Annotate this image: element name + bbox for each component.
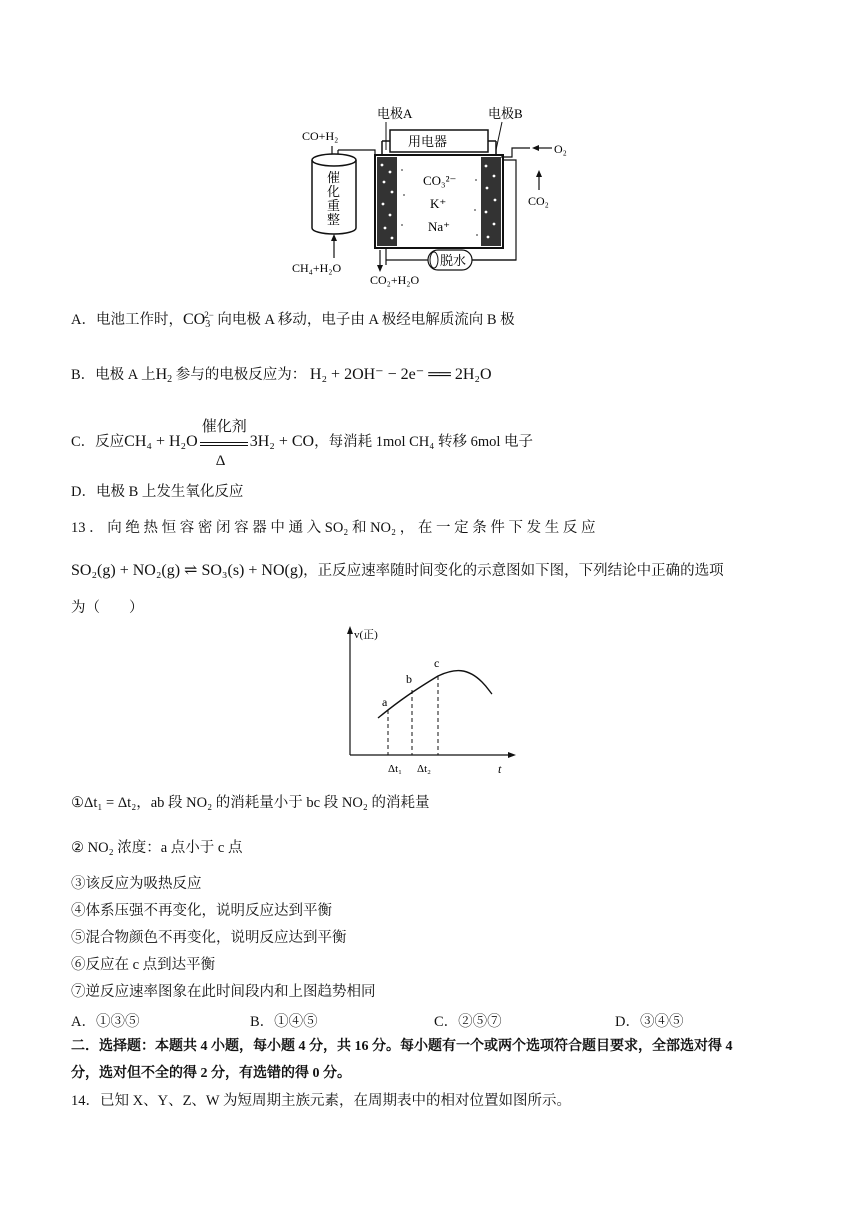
out-gas-label: CO₂+H₂O [370, 273, 420, 287]
rate-time-graph [320, 620, 520, 780]
q13-option-b: B．①④⑤ [250, 1014, 318, 1030]
dt1-label: Δt₁ [388, 763, 402, 775]
q13-line2-text: ，正反应速率随时间变化的示意图如下图，下列结论中正确的选项 [303, 563, 724, 579]
reformer-label: 催化重整 [327, 170, 341, 227]
point-b: b [406, 672, 412, 686]
q13-option-a: A．①③⑤ [71, 1014, 140, 1030]
section2-header-line2: 分，选对但不全的得 2 分，有选错的得 0 分。 [71, 1066, 351, 1081]
device-label: 用电器 [408, 134, 448, 149]
q13-statement-2: ② NO₂ 浓度：a 点小于 c 点 [71, 840, 243, 856]
q13-line1: 13 ． 向 绝 热 恒 容 密 闭 容 器 中 通 入 SO₂ 和 NO₂ ， 在 一 定 条 件 下 发 生 反 应 [71, 520, 596, 536]
q13-statement-1: ①Δt₁ = Δt₂，ab 段 NO₂ 的消耗量小于 bc 段 NO₂ 的消耗量 [71, 795, 430, 811]
q12-c-arrow [198, 418, 250, 469]
electrode-a-label: 电极A [377, 106, 413, 121]
q12-c-eq-right: 3H₂ + CO [249, 433, 315, 450]
q13-equation: SO₂(g) + NO₂(g) ⇌ SO₃(s) + NO(g) [71, 562, 304, 579]
dehydrate-label: 脱水 [440, 253, 467, 268]
fuel-cell-diagram [290, 100, 580, 290]
q12-a-ion: CO [182, 311, 206, 328]
q12-option-d: D．电极 B 上发生氧化反应 [71, 484, 244, 500]
rate-curve [378, 671, 492, 718]
q12-a-ion-sup: 2− [204, 310, 214, 320]
electrode-b-label: 电极B [488, 106, 523, 121]
feed-label: CH₄+H₂O [292, 261, 342, 275]
q13-statement-3: ③该反应为吸热反应 [71, 876, 202, 892]
q13-statement-7: ⑦逆反应速率图象在此时间段内和上图趋势相同 [71, 984, 376, 1000]
q13-option-c: C．②⑤⑦ [434, 1014, 502, 1030]
electrode-a [377, 157, 397, 246]
q12-c-eq-left: CH₄ + H₂O [124, 433, 198, 450]
q13-statement-5: ⑤混合物颜色不再变化，说明反应达到平衡 [71, 930, 347, 946]
q13-option-d: D．③④⑤ [615, 1014, 684, 1030]
section2-header-line1: 二．选择题：本题共 4 小题，每小题 4 分，共 16 分。每小题有一个或两个选项符合题目要求，全部选对得 4 [71, 1039, 733, 1054]
x-axis-label: t [498, 762, 502, 776]
q12-c-text: ，每消耗 1mol CH₄ 转移 6mol 电子 [314, 434, 534, 450]
ion-sodium: Na⁺ [428, 219, 451, 234]
q12-b-equation: H₂ + 2OH⁻ − 2e⁻ ══ 2H₂O [309, 366, 492, 383]
q13-statement-4: ④体系压强不再变化，说明反应达到平衡 [71, 903, 332, 919]
q12-b-h: H [155, 366, 168, 383]
q12-b-h-sub: 2 [167, 374, 173, 385]
q12-a-prefix: A．电池工作时， [71, 312, 183, 328]
ion-potassium: K⁺ [430, 196, 447, 211]
point-c: c [434, 656, 440, 670]
q12-option-a [71, 310, 515, 332]
in-gas-label: CO+H₂ [302, 129, 339, 143]
q12-option-b [71, 365, 492, 387]
q13-line3: 为（ ） [71, 600, 144, 616]
q12-c-catalyst: 催化剂 [201, 418, 247, 435]
q12-a-text: 向电极 A 移动，电子由 A 极经电解质流向 B 极 [217, 312, 515, 328]
q12-b-mid: 参与的电极反应为： [175, 367, 307, 383]
q14-stem: 14．已知 X、Y、Z、W 为短周期主族元素，在周期表中的相对位置如图所示。 [71, 1093, 571, 1109]
o2-label: O₂ [554, 142, 567, 156]
point-a: a [382, 695, 388, 709]
q12-option-c [71, 418, 534, 469]
electrode-b [481, 157, 501, 246]
q12-c-heat: Δ [215, 452, 226, 469]
q13-line2 [71, 561, 724, 581]
co2-label: CO₂ [528, 194, 549, 208]
dt2-label: Δt₂ [417, 763, 431, 775]
q12-b-prefix: B．电极 A 上 [71, 367, 156, 383]
q12-a-ion-sub: 3 [205, 319, 211, 330]
y-axis-label: v(正) [354, 629, 378, 641]
q13-statement-6: ⑥反应在 c 点到达平衡 [71, 957, 216, 973]
ion-carbonate: CO₃²⁻ [423, 173, 457, 188]
q12-c-prefix: C．反应 [71, 434, 125, 450]
